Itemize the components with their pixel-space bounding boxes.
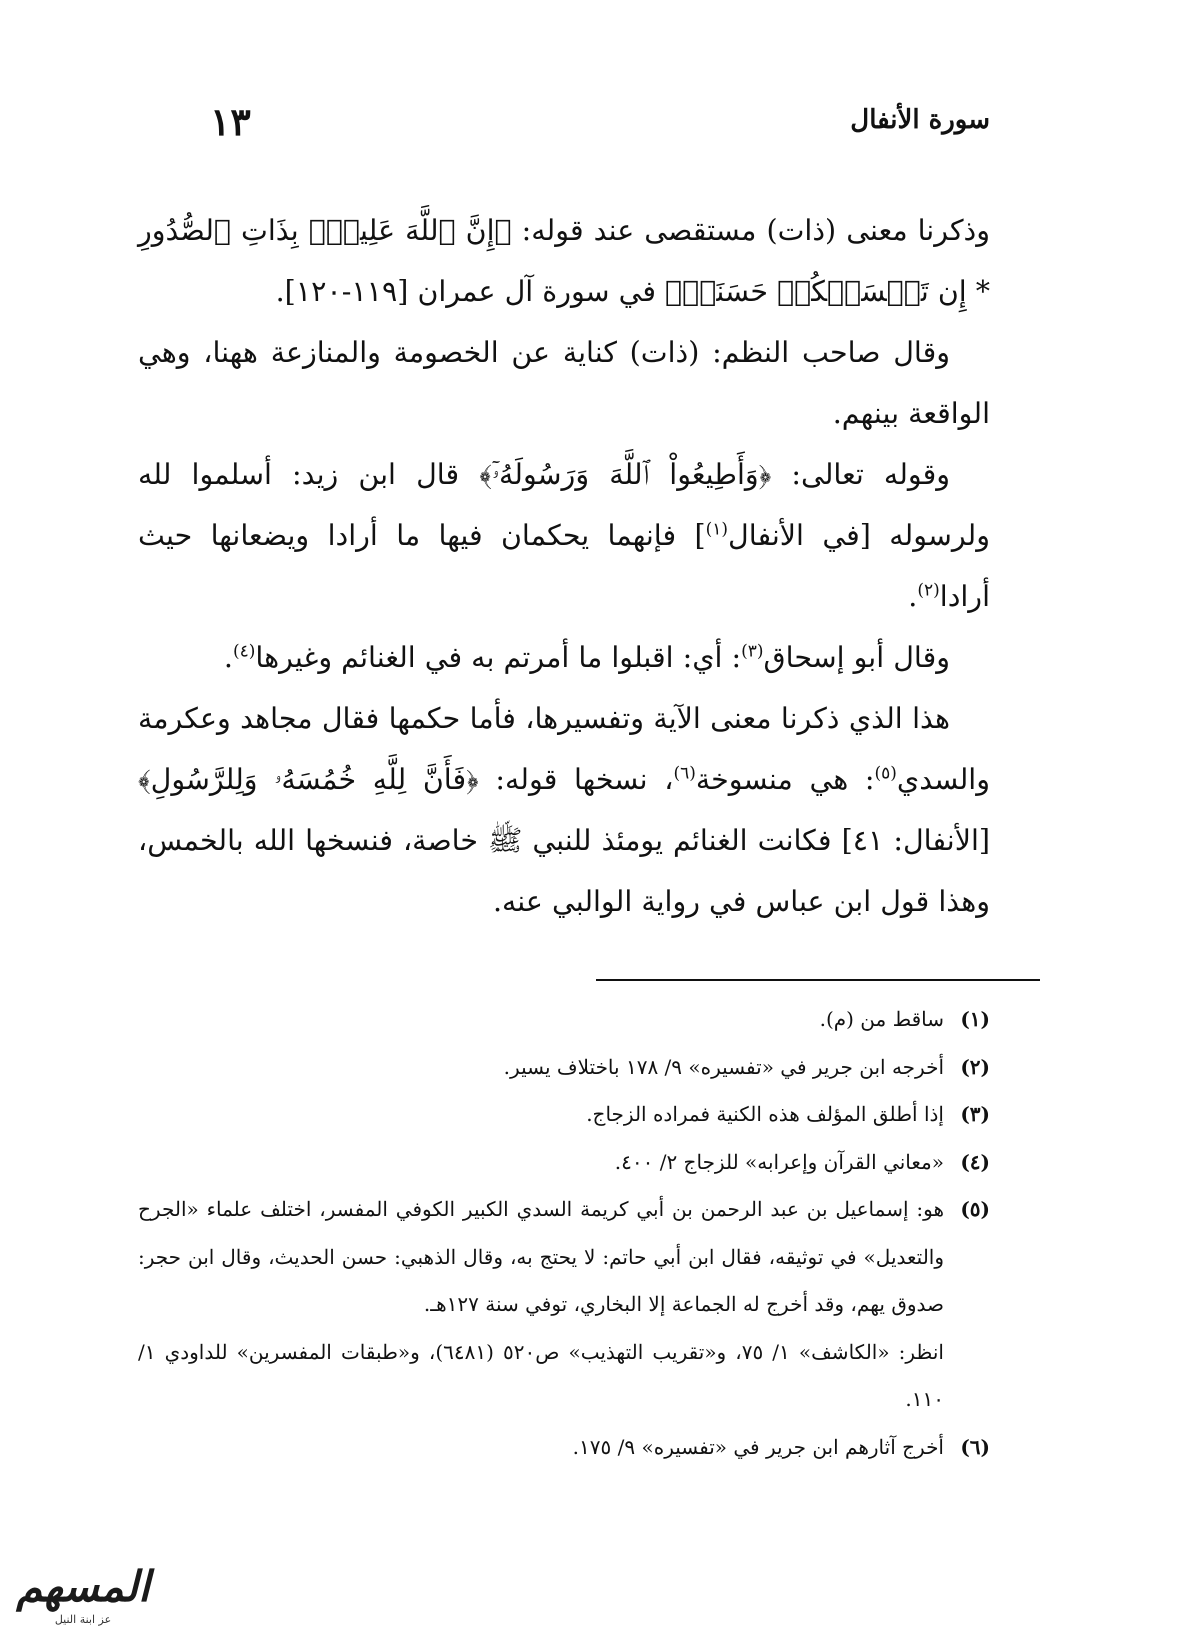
footnote-text: أخرجه ابن جرير في «تفسيره» ٩/ ١٧٨ باختلاف يسير. xyxy=(503,1054,944,1079)
page-header xyxy=(210,99,990,149)
logo-calligraphy: المسهم xyxy=(16,1562,150,1611)
publisher-logo xyxy=(8,1560,158,1640)
footnote-number: (٤) xyxy=(960,1149,990,1174)
footnote-number xyxy=(944,1329,990,1424)
footnote-number: (٦) xyxy=(960,1434,990,1459)
footnote-4 xyxy=(138,1139,990,1187)
paragraph-5-text-b: : هي منسوخة xyxy=(695,763,875,796)
footnote-ref-4[interactable]: (٤) xyxy=(232,641,256,662)
footnote-5-continued xyxy=(138,1329,990,1424)
paragraph-4-text-b: : أي: اقبلوا ما أمرتم به في الغنائم وغيرها xyxy=(255,641,742,674)
footnote-ref-2[interactable]: (٢) xyxy=(917,580,940,601)
footnote-number: (٣) xyxy=(960,1102,990,1126)
paragraph-2: وقال صاحب النظم: (ذات) كناية عن الخصومة والمنازعة ههنا، وهي الواقعة بينهم. xyxy=(138,336,990,430)
footnotes xyxy=(138,996,990,1471)
main-text xyxy=(138,200,990,932)
footnote-text: هو: إسماعيل بن عبد الرحمن بن أبي كريمة السدي الكبير الكوفي المفسر، اختلف علماء «الجرح والتعديل» في توثيقه، فقال ابن أبي حاتم: لا يحتج به، وقال الذهبي: حسن الحديث، وقال ابن حجر: صدوق يهم، وقد أخرج له الجماعة إلا البخاري، توفي سنة ١٢٧هـ. xyxy=(138,1197,944,1316)
footnote-ref-5[interactable]: (٥) xyxy=(874,763,897,784)
page-number: ١٣ xyxy=(210,99,251,144)
footnote-number: (٥) xyxy=(960,1197,990,1221)
paragraph-4 xyxy=(138,627,990,688)
footnote-3 xyxy=(138,1091,990,1139)
paragraph-3-text-b: ] فإنهما يحكمان فيها ما أرادا ويضعانها حيث أرادا xyxy=(138,519,990,613)
running-title: سورة الأنفال xyxy=(850,105,990,135)
footnote-ref-1[interactable]: (١) xyxy=(705,519,729,540)
footnote-number: (١) xyxy=(960,1007,990,1031)
paragraph-5-text-a: هذا الذي ذكرنا معنى الآية وتفسيرها، فأما حكمها فقال مجاهد وعكرمة والسدي xyxy=(138,702,990,796)
paragraph-5-text-c: ، نسخها قوله: ﴿فَأَنَّ لِلَّهِ خُمُسَهُۥ وَلِلرَّسُولِ﴾ [الأنفال: ٤١] فكانت الغنائم يومئذ للنبي ﷺ خاصة، فنسخها الله بالخمس، وهذا قول ابن عباس في رواية الوالبي عنه. xyxy=(138,763,990,918)
footnote-number: (٢) xyxy=(960,1054,990,1079)
paragraph-3-text-c: . xyxy=(908,580,918,613)
footnote-ref-6[interactable]: (٦) xyxy=(673,763,696,784)
footnote-text: إذا أطلق المؤلف هذه الكنية فمراده الزجاج. xyxy=(586,1102,944,1126)
logo-subtitle: عز ابنة النيل xyxy=(54,1613,112,1626)
paragraph-3-text-a: وقوله تعالى: ﴿وَأَطِيعُواْ ٱللَّهَ وَرَسُولَهُۥٓ﴾ قال ابن زيد: أسلموا لله ولرسوله [في الأنفال xyxy=(138,458,990,552)
footnote-2 xyxy=(138,1044,990,1092)
footnote-text: ساقط من (م). xyxy=(819,1007,944,1031)
footnote-divider xyxy=(596,979,1040,981)
paragraph-3 xyxy=(138,444,990,627)
paragraph-1: وذكرنا معنى (ذات) مستقصى عند قوله: ﴿إِنَّ ٱللَّهَ عَلِيمٌۢ بِذَاتِ ٱلصُّدُورِ * إِن تَمۡسَسۡكُمۡ حَسَنَةٞ﴾ في سورة آل عمران [١١٩-١٢٠]. xyxy=(138,214,990,308)
footnote-text: «معاني القرآن وإعرابه» للزجاج ٢/ ٤٠٠. xyxy=(614,1149,944,1174)
footnote-1 xyxy=(138,996,990,1044)
footnote-text: انظر: «الكاشف» ١/ ٧٥، و«تقريب التهذيب» ص٥٢٠ (٦٤٨١)، و«طبقات المفسرين» للداودي ١/ ١١٠. xyxy=(138,1339,944,1411)
paragraph-4-text-a: وقال أبو إسحاق xyxy=(763,641,950,674)
paragraph-4-text-c: . xyxy=(223,641,233,674)
footnote-5 xyxy=(138,1186,990,1329)
footnote-6 xyxy=(138,1424,990,1472)
footnote-ref-3[interactable]: (٣) xyxy=(741,641,764,662)
paragraph-5 xyxy=(138,688,990,932)
footnote-text: أخرج آثارهم ابن جرير في «تفسيره» ٩/ ١٧٥. xyxy=(572,1434,944,1459)
